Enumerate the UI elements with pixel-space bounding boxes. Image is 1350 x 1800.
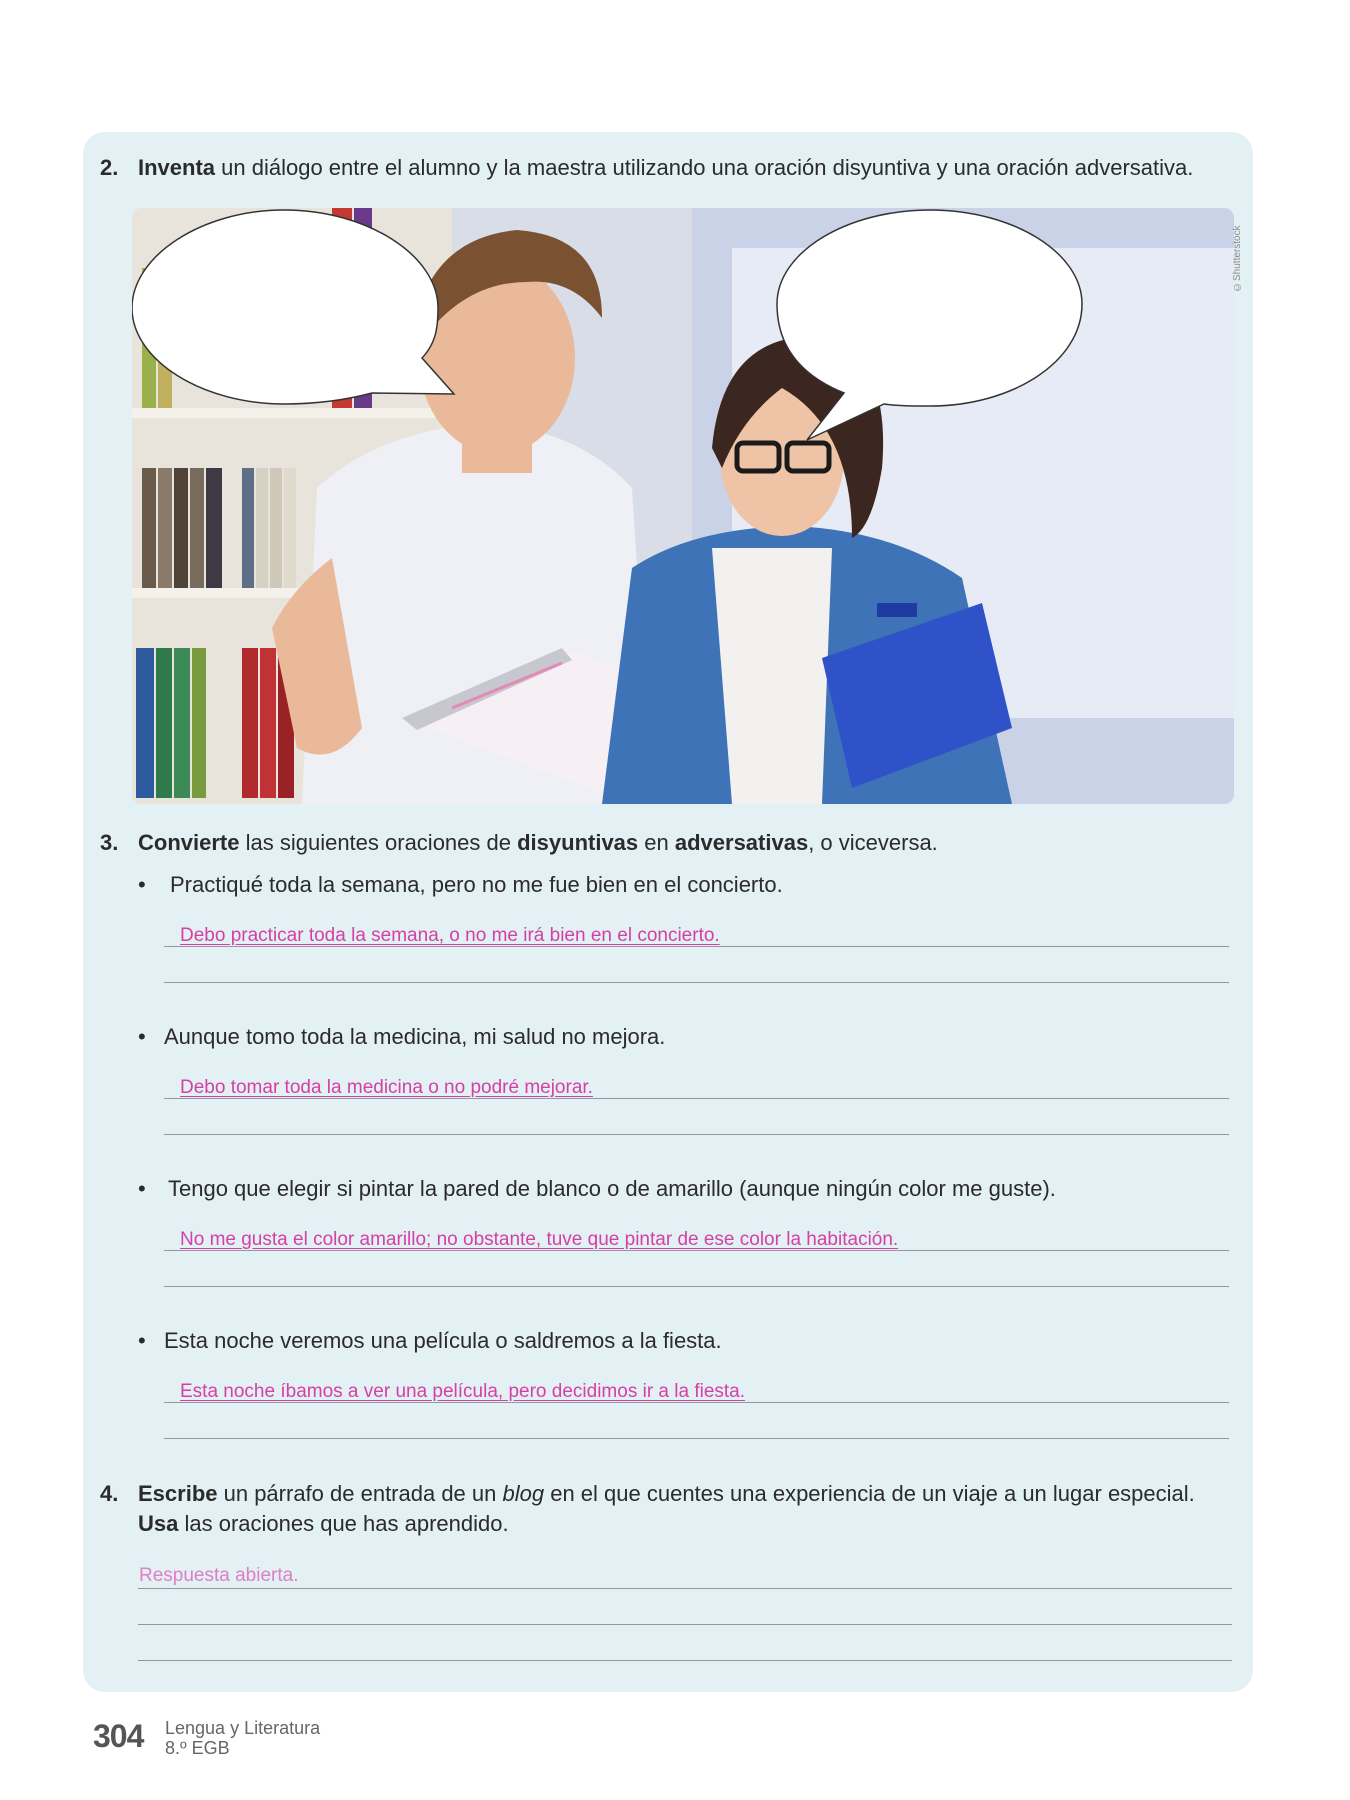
emphasis-blog: blog	[502, 1481, 545, 1506]
writing-line[interactable]	[138, 1588, 1232, 1589]
question-number: 4.	[100, 1481, 119, 1506]
list-item	[138, 1174, 1238, 1204]
writing-line[interactable]	[164, 1402, 1229, 1403]
bullet-dot: •	[138, 872, 146, 897]
writing-line[interactable]	[164, 1438, 1229, 1439]
answer-line[interactable]: Esta noche íbamos a ver una película, pero decidimos ir a la fiesta.	[180, 1381, 746, 1402]
answer-line[interactable]: No me gusta el color amarillo; no obstante, tuve que pintar de ese color la habitación.	[180, 1229, 899, 1250]
bullet-dot: •	[138, 1024, 146, 1049]
writing-line[interactable]	[164, 1250, 1229, 1251]
instruction-text: las siguientes oraciones de	[239, 830, 518, 855]
grade-level: 8.º EGB	[165, 1738, 230, 1758]
instruction-text: , o viceversa.	[808, 830, 938, 855]
writing-line[interactable]	[164, 1098, 1229, 1099]
answer-line[interactable]: Respuesta abierta.	[139, 1565, 299, 1586]
question-number: 3.	[100, 830, 119, 855]
writing-line[interactable]	[164, 1286, 1229, 1287]
subject-name: Lengua y Literatura	[165, 1718, 321, 1738]
instruction-text: en	[638, 830, 675, 855]
sentence: Tengo que elegir si pintar la pared de blanco o de amarillo (aunque ningún color me guste).	[168, 1176, 1056, 1201]
instruction-text: un párrafo de entrada de un	[217, 1481, 503, 1506]
answer-line[interactable]: Debo practicar toda la semana, o no me irá bien en el concierto.	[180, 925, 720, 946]
classroom-illustration	[132, 208, 1234, 804]
instruction-text: en el que cuentes una experiencia de un viaje a un lugar especial.	[544, 1481, 1195, 1506]
list-item	[138, 870, 1238, 900]
image-credit: ©Shutterstock	[1232, 225, 1243, 292]
books-row-1	[142, 468, 296, 588]
sentence: Esta noche veremos una película o saldremos a la fiesta.	[164, 1328, 722, 1353]
sentence: Aunque tomo toda la medicina, mi salud no mejora.	[164, 1024, 666, 1049]
answer-line[interactable]: Debo tomar toda la medicina o no podré mejorar.	[180, 1077, 593, 1098]
writing-line[interactable]	[138, 1660, 1232, 1661]
question-2	[100, 153, 1250, 183]
writing-line[interactable]	[138, 1624, 1232, 1625]
list-item	[138, 1022, 1238, 1052]
instruction-text: las oraciones que has aprendido.	[178, 1511, 509, 1536]
keyword-adversativas: adversativas	[674, 830, 809, 855]
instruction-verb-2: Usa	[138, 1511, 179, 1536]
writing-line[interactable]	[164, 1134, 1229, 1135]
instruction-verb: Escribe	[138, 1481, 218, 1506]
question-4	[100, 1479, 1250, 1539]
list-item	[138, 1326, 1238, 1356]
instruction-verb: Convierte	[138, 830, 240, 855]
writing-line[interactable]	[164, 946, 1229, 947]
instruction-text: un diálogo entre el alumno y la maestra utilizando una oración disyuntiva y una oración adversativa.	[215, 155, 1194, 180]
question-3	[100, 828, 1250, 858]
page-number: 304	[93, 1718, 144, 1754]
sentence: Practiqué toda la semana, pero no me fue bien en el concierto.	[170, 872, 783, 897]
writing-line[interactable]	[164, 982, 1229, 983]
keyword-disyuntivas: disyuntivas	[517, 830, 639, 855]
instruction-verb: Inventa	[138, 155, 216, 180]
question-number: 2.	[100, 155, 119, 180]
dialogue-photo	[132, 208, 1234, 804]
bullet-dot: •	[138, 1176, 146, 1201]
bullet-dot: •	[138, 1328, 146, 1353]
